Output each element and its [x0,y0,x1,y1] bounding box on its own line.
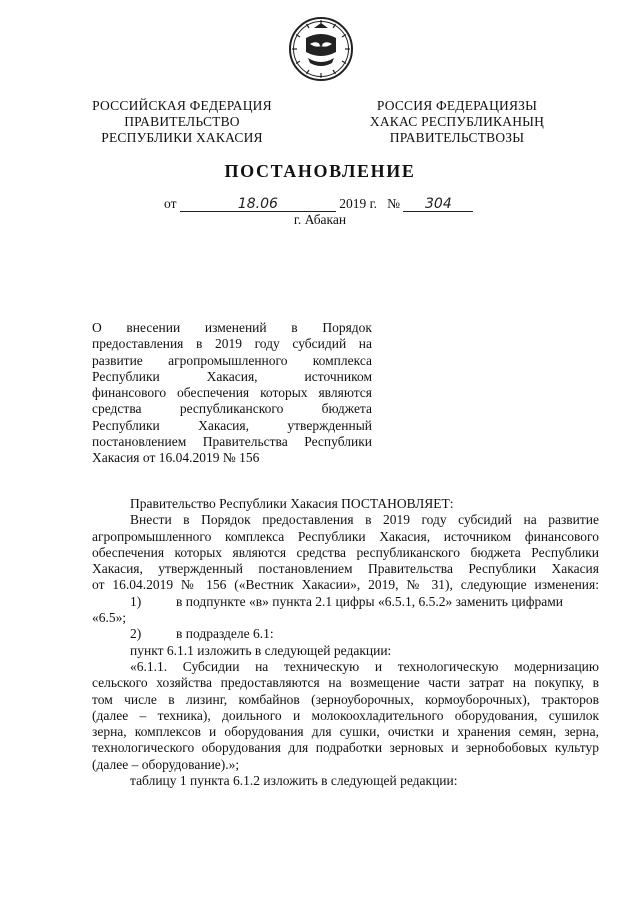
body-line: Хакасия, утвержденный постановлением Правительства Республики Хакасия [92,561,599,577]
header-right-line: РОССИЯ ФЕДЕРАЦИЯЗЫ [376,98,538,113]
subject-block [92,320,372,467]
subject-line: Республики Хакасия, утвержденный [92,417,372,433]
list-item-number: 2) [130,626,142,642]
list-item-text: в подпункте «в» пункта 2.1 цифры «6.5.1, 6.5.2» заменить цифрами [176,593,564,609]
header-left-line: ПРАВИТЕЛЬСТВО [124,114,240,129]
quote-line: сельского хозяйства предоставляются на возмещение части затрат на покупку, в [92,675,599,691]
date-number-line [164,196,473,212]
body-line: обеспечения которых являются средства республиканского бюджета Республики [92,544,599,560]
coat-of-arms-icon [288,16,354,82]
body-line: Внести в Порядок предоставления в 2019 году субсидий на развитие [130,512,599,528]
document-title: ПОСТАНОВЛЕНИЕ [224,161,416,181]
quote-line: «6.1.1. Субсидии на техническую и технологическую модернизацию [130,658,599,674]
subject-line: финансового обеспечения которых являются [92,385,372,401]
header-left-line: РЕСПУБЛИКИ ХАКАСИЯ [101,130,263,145]
document-body [92,496,599,789]
year-label: 2019 г. [339,196,377,211]
subject-line: постановлением Правительства Республики [92,434,372,450]
city-label: г. Абакан [293,212,347,227]
header-left-ru [86,98,278,146]
date-prefix: от [164,196,177,211]
list-item [92,594,599,610]
number-sign: № [387,196,401,211]
date-field: 18.06 [180,198,336,212]
subject-line: Хакасия от 16.04.2019 № 156 [92,450,260,466]
number-field: 304 [403,198,473,212]
header-right-line: ПРАВИТЕЛЬСТВОЗЫ [389,130,525,145]
quote-line: том числе в лизинг, комбайнов (зерноуборочных, кормоуборочных), тракторов [92,691,599,707]
subject-line: развитие агропромышленного комплекса [92,352,372,368]
subject-line: средства республиканского бюджета [92,401,372,417]
body-intro: Правительство Республики Хакасия ПОСТАНОВЛЯЕТ: [130,496,454,511]
quote-line: (далее – оборудование).»; [92,756,240,772]
header-left-line: РОССИЙСКАЯ ФЕДЕРАЦИЯ [92,98,272,113]
subject-line: Республики Хакасия, источником [92,368,372,384]
body-line: агропромышленного комплекса Республики Хакасия, источником финансового [92,528,599,544]
list-item [92,626,599,642]
list-item-text: в подразделе 6.1: [176,626,274,642]
subject-line: О внесении изменений в Порядок [92,320,372,335]
body-line: «6.5»; [92,610,127,626]
body-line: пункт 6.1.1 изложить в следующей редакции: [130,642,392,658]
body-line: таблицу 1 пункта 6.1.2 изложить в следующей редакции: [130,773,458,789]
list-item-number: 1) [130,593,142,609]
header-right-line: ХАКАС РЕСПУБЛИКАНЫҢ [369,114,545,129]
body-line: от 16.04.2019 № 156 («Вестник Хакасии», 2019, № 31), следующие изменения: [92,577,599,593]
subject-line: предоставления в 2019 году субсидий на [92,336,372,352]
header-right-khakas [364,98,550,146]
quote-line: технологического оборудования для подработки зерновых и зернобобовых культур [92,740,599,756]
quote-line: зерна, комплексов и оборудования для сушки, очистки и хранения семян, зерна, [92,724,599,740]
quote-line: (далее – техника), доильного и молокоохладительного оборудования, сушилок [92,707,599,723]
